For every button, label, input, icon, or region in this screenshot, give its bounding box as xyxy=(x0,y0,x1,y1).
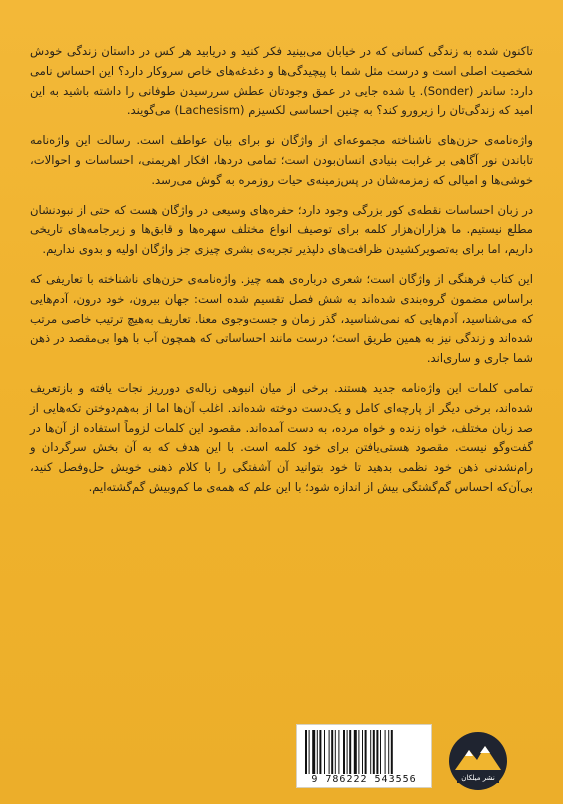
barcode-bar xyxy=(343,730,345,774)
barcode-bar xyxy=(349,730,351,774)
barcode-bar xyxy=(376,730,378,774)
barcode-bar xyxy=(312,730,315,774)
paragraph-1: تاکنون شده به زندگی کسانی که در خیابان می‌بینید فکر کنید و دریابید هر کس در داستان زندگی خودش شخصیت اصلی است و درست مثل شما با پیچیدگی‌ها و دغدغه‌های خاص سروکار دارد؟ این احساس نامی دارد: ساندر (Sonder). یا شده جایی در عمق وجودتان عطش سررسیدن طوفانی را داشته باشید به این امید که زندگی‌تان را زیرورو کند؟ به چنین احساسی لکسیزم (Lachesism) می‌گویند. xyxy=(30,44,533,118)
barcode-bar xyxy=(331,730,333,774)
paragraph-3: در زبان احساسات نقطه‌ی کور بزرگی وجود دارد؛ حفره‌های وسیعی در واژگان هست که حتی از نبودنشان مطلع نیستیم. ما هزاران‌هزار کلمه برای توصیف انواع مختلف سهره‌ها و قابق‌ها و زیرجامه‌های تاریخی داریم، اما برای به‌تصویرکشیدن ظرافت‌های دلپذیر تجربه‌ی بشری چیزی جز واژگان اولیه و بدوی نداریم. xyxy=(30,202,533,257)
isbn-barcode xyxy=(296,724,432,788)
barcode-bar xyxy=(362,730,363,774)
barcode-bar xyxy=(391,730,393,774)
barcode-bar xyxy=(335,730,336,774)
blurb-text xyxy=(30,42,533,508)
paragraph-4: این کتاب فرهنگی از واژگان است؛ شعری درباره‌ی همه چیز. واژه‌نامه‌ی حزن‌های ناشناخته با تعاریفی که براساس مضمون گروه‌بندی شده‌اند به شش فصل تقسیم شده است: جهان بیرون، خود درون، آدم‌هایی که می‌شناسید، آدم‌هایی که نمی‌شناسید، گذر زمان و جست‌وجوی معنا. تعاریف به‌هیچ ترتیب خاصی مرتب شده‌اند و زندگی نیز به همین طریق است؛ درست مانند احساساتی که همچون آب با هوا بی‌مقصد در ذهن شما جاری و ساری‌اند. xyxy=(30,271,533,366)
barcode-bar xyxy=(338,730,339,774)
paragraph-5: تمامی کلمات این واژه‌نامه جدید هستند. برخی از میان انبوهی زباله‌ی دورریز نجات یافته و بازتعریف شده‌اند، برخی دیگر از پارچه‌ای کامل و یک‌دست دوخته شده‌اند. اغلب آن‌ها اما از به‌هم‌دوختن تکه‌هایی از صد زبان مختلف، خواه زنده و خواه مرده، به دست آمده‌اند. مقصود این کلمات لزوماً استفاده از آن‌ها در گفت‌وگو نیست. مقصود هستی‌یافتن برای خود کلمه است. با این هدف که به آن بخش سرگردان و رام‌نشدنی ذهن خود نظمی بدهید تا خود بتوانید آن آشفتگی را با کلام ذهنی خویش حل‌وفصل کنید، بی‌آن‌که احساس گم‌گشتگی بیش از اندازه شود؛ با این علم که همه‌ی ما کم‌وبیش گم‌گشته‌ایم. xyxy=(30,380,533,494)
barcode-bar xyxy=(324,730,325,774)
barcode-bar xyxy=(309,730,310,774)
barcode-bar xyxy=(373,730,375,774)
barcode-bar xyxy=(305,730,307,774)
barcode-bar xyxy=(388,730,389,774)
mountain-logo-icon xyxy=(447,730,509,792)
barcode-bar xyxy=(358,730,359,774)
barcode-number: 9 786222 543556 xyxy=(311,774,417,785)
barcode-bar xyxy=(347,730,348,774)
barcode-bars xyxy=(303,730,427,774)
barcode-bar xyxy=(380,730,381,774)
barcode-bar xyxy=(365,730,367,774)
barcode-bar xyxy=(319,730,321,774)
paragraph-2: واژه‌نامه‌ی حزن‌های ناشناخته مجموعه‌ای از واژگان نو برای بیان عواطف است. رسالت این واژه‌نامه تاباندن نور آگاهی بر غرابت بنیادی انسان‌بودن است؛ تمامی دردها، افکار اهریمنی، احساسات و احوالات، خوشی‌ها و امیالی که زمزمه‌شان در پس‌زمینه‌ی حیات روزمره به گوش می‌رسد. xyxy=(30,133,533,187)
publisher-name: نشر میلکان xyxy=(461,774,495,782)
barcode-bar xyxy=(317,730,318,774)
barcode-bar xyxy=(329,730,330,774)
barcode-bar xyxy=(385,730,386,774)
barcode-bar xyxy=(354,730,357,774)
barcode-bar xyxy=(370,730,371,774)
